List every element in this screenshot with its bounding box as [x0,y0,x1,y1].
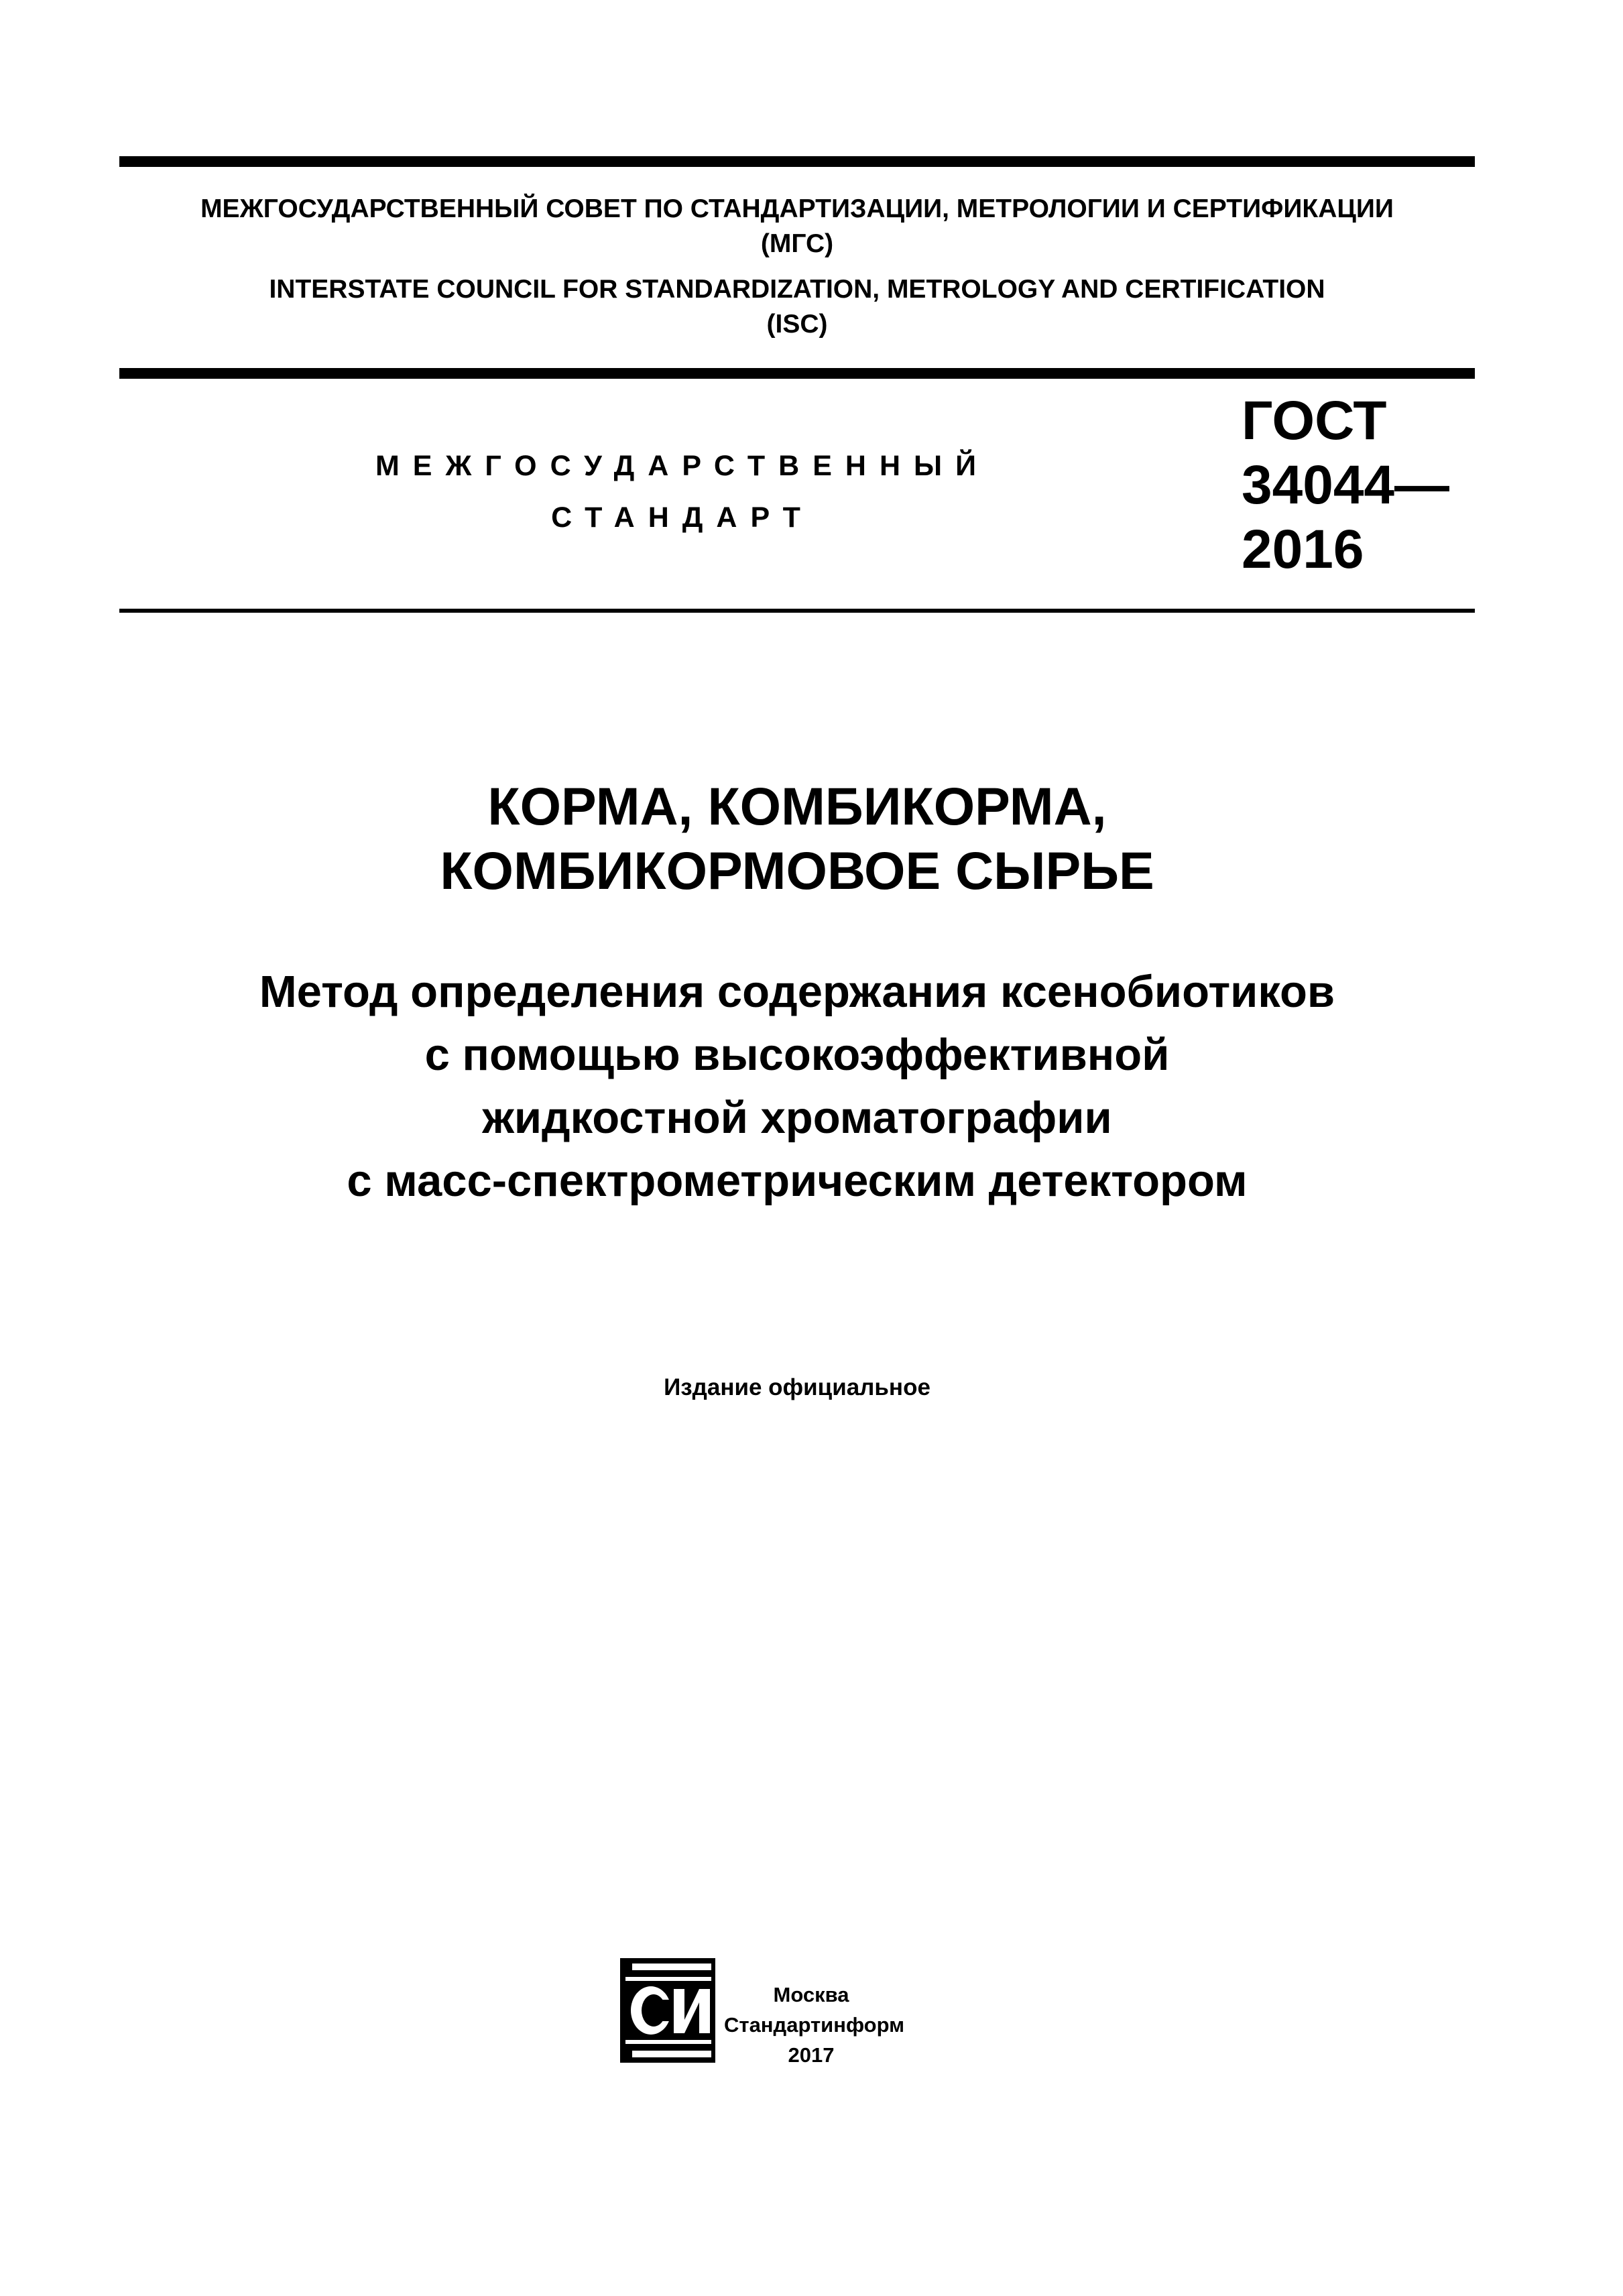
top-rule [119,156,1475,167]
gost-number: 34044— [1242,455,1450,516]
council-name-ru-line: МЕЖГОСУДАРСТВЕННЫЙ СОВЕТ ПО СТАНДАРТИЗАЦИИ, МЕТРОЛОГИИ И СЕРТИФИКАЦИИ [200,194,1394,223]
standard-type-line-2: СТАНДАРТ [551,501,814,534]
document-title [119,774,1475,903]
document-title-line-1: КОРМА, КОМБИКОРМА, [487,776,1107,836]
council-abbr-en: (ISC) [766,310,828,339]
council-abbr-ru: (МГС) [760,229,834,258]
document-subtitle [119,961,1475,1213]
document-subtitle-line-3: жидкостной хроматографии [482,1093,1112,1143]
standartinform-logo-icon [617,1954,718,2068]
publisher-year: 2017 [788,2043,835,2067]
document-subtitle-line-2: с помощью высокоэффективной [424,1030,1170,1080]
council-name-en [119,272,1475,342]
publisher-name: Стандартинформ [724,2013,905,2037]
standard-type-line-1: МЕЖГОСУДАРСТВЕННЫЙ [375,450,990,482]
publisher-info [724,1980,905,2070]
document-subtitle-line-4: с масс-спектрометрическим детектором [347,1156,1248,1206]
document-title-line-2: КОМБИКОРМОВОЕ СЫРЬЕ [440,841,1154,900]
gost-designation [1242,389,1449,582]
lower-rule [119,609,1475,613]
edition-note: Издание официальное [664,1374,930,1400]
gost-label: ГОСТ [1242,390,1387,451]
gost-year: 2016 [1242,519,1364,580]
publisher-city: Москва [773,1983,849,2006]
council-name-ru [119,192,1475,261]
council-name-en-line: INTERSTATE COUNCIL FOR STANDARDIZATION, METROLOGY AND CERTIFICATION [269,275,1325,304]
middle-rule [119,368,1475,379]
document-subtitle-line-1: Метод определения содержания ксенобиотиков [259,967,1335,1017]
